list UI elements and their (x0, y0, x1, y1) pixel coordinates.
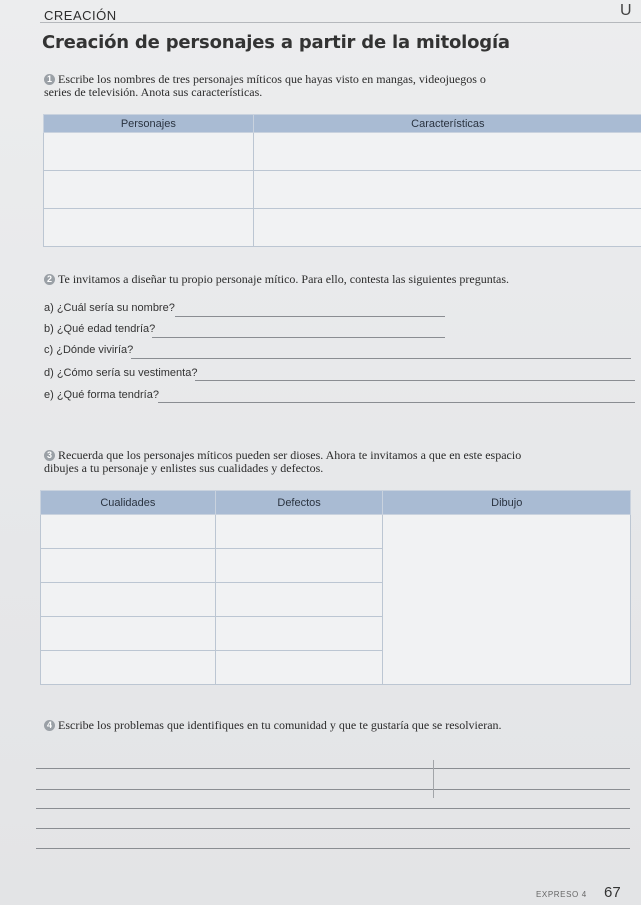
activity-2-text: Te invitamos a diseñar tu propio personaje mítico. Para ello, contesta las siguientes preguntas. (58, 272, 510, 286)
table-cell[interactable] (215, 515, 383, 549)
question-a: a) ¿Cuál sería su nombre? (44, 302, 175, 314)
corner-mark: U (620, 2, 632, 19)
column-header-dibujo: Dibujo (383, 491, 631, 515)
column-header-cualidades: Cualidades (41, 491, 216, 515)
activity-3-text: Recuerda que los personajes míticos pueden ser dioses. Ahora te invitamos a que en este espacio dibujes a tu personaje y enlistes sus cualidades y defectos. (44, 448, 522, 475)
activity-2-number: 2 (44, 274, 55, 285)
question-d: d) ¿Cómo sería su vestimenta? (44, 367, 198, 379)
answer-line-problems-4[interactable] (36, 828, 630, 829)
table-cell[interactable] (41, 549, 216, 583)
activity-2-instruction (44, 273, 514, 286)
activity-4-number: 4 (44, 720, 55, 731)
table-cell[interactable] (41, 651, 216, 685)
section-label: CREACIÓN (44, 8, 117, 23)
activity-1-instruction (44, 73, 514, 99)
activity-1-number: 1 (44, 74, 55, 85)
table-cell[interactable] (215, 549, 383, 583)
answer-line-problems-5[interactable] (36, 848, 630, 849)
question-e: e) ¿Qué forma tendría? (44, 389, 159, 401)
table-cell[interactable] (215, 583, 383, 617)
answer-line-b[interactable] (152, 337, 445, 338)
table-cell[interactable] (215, 651, 383, 685)
page-number: 67 (604, 884, 621, 901)
column-header-defectos: Defectos (215, 491, 383, 515)
table-cell[interactable] (41, 583, 216, 617)
footer-brand: EXPRESO 4 (536, 890, 587, 899)
answer-line-problems-1[interactable] (36, 768, 630, 769)
table-cell[interactable] (253, 209, 641, 247)
table-cell[interactable] (44, 209, 254, 247)
drawing-area[interactable] (383, 515, 631, 685)
question-b: b) ¿Qué edad tendría? (44, 323, 156, 335)
answer-line-d[interactable] (195, 380, 635, 381)
page-crease (433, 760, 434, 798)
answer-line-c[interactable] (131, 358, 631, 359)
activity-1-text: Escribe los nombres de tres personajes míticos que hayas visto en mangas, videojuegos o series de televisión. Anota sus características. (44, 72, 486, 99)
table-cell[interactable] (253, 133, 641, 171)
header-rule (40, 22, 641, 23)
table-cell[interactable] (41, 617, 216, 651)
question-c: c) ¿Dónde viviría? (44, 344, 134, 356)
answer-line-problems-2[interactable] (36, 789, 630, 790)
table-cell[interactable] (44, 171, 254, 209)
qualities-table (40, 490, 631, 685)
characters-table (43, 114, 641, 247)
activity-4-instruction (44, 719, 604, 732)
table-cell[interactable] (253, 171, 641, 209)
column-header-personajes: Personajes (44, 115, 254, 133)
table-cell[interactable] (41, 515, 216, 549)
table-cell[interactable] (215, 617, 383, 651)
answer-line-a[interactable] (175, 316, 445, 317)
answer-line-e[interactable] (158, 402, 635, 403)
activity-3-instruction (44, 449, 524, 475)
column-header-caracteristicas: Características (253, 115, 641, 133)
page-title: Creación de personajes a partir de la mitología (42, 32, 510, 53)
activity-3-number: 3 (44, 450, 55, 461)
activity-4-text: Escribe los problemas que identifiques en tu comunidad y que te gustaría que se resolvieran. (58, 718, 502, 732)
table-cell[interactable] (44, 133, 254, 171)
answer-line-problems-3[interactable] (36, 808, 630, 809)
